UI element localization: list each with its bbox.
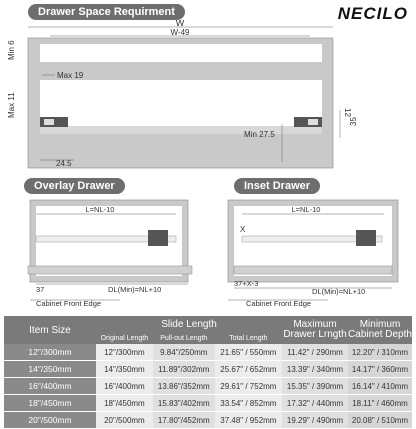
table-row [4,344,412,361]
max19-label: Max 19 [57,71,84,80]
inset-edge-label: Cabinet Front Edge [246,299,312,308]
cell-item-size: 18"/450mm [4,395,96,412]
w-label: W [175,20,185,28]
cell-original: 12"/300mm [96,344,153,361]
cell-min-cabinet: 16.14" / 410mm [348,378,412,395]
cell-item-size: 20"/500mm [4,412,96,429]
inset-drawer [234,266,392,274]
header-total: Total Length [215,333,282,344]
header-slide-length: Slide Length [96,316,282,333]
cell-max-drawer: 19.29" / 490mm [282,412,348,429]
overlay-edge-label: Cabinet Front Edge [36,299,102,308]
max11-label: Max 11 [7,92,16,118]
cell-max-drawer: 17.32" / 440mm [282,395,348,412]
overlay-dl-label: DL(Min)=NL+10 [108,285,162,294]
cabinet-top-opening [40,44,322,62]
cell-original: 16"/400mm [96,378,153,395]
cell-original: 20"/500mm [96,412,153,429]
cell-item-size: 14"/350mm [4,361,96,378]
cell-max-drawer: 11.42" / 290mm [282,344,348,361]
overlay-drawer [28,266,192,274]
section-title-drawer-space: Drawer Space Requirment [28,4,185,20]
inset-offset-label: 37+X-3 [234,279,259,288]
drawer-bottom [40,126,322,134]
cell-max-drawer: 13.39" / 340mm [282,361,348,378]
cell-original: 14"/350mm [96,361,153,378]
cell-min-cabinet: 14.17" / 360mm [348,361,412,378]
overlay-slide-end [148,230,168,246]
header-original: Original Length [96,333,153,344]
header-min-cabinet-line1: Minimum [359,319,401,330]
dim245-label: 24.5 [56,159,72,168]
table-row [4,395,412,412]
dim35-label: 35 [349,117,358,126]
inset-x-label: X [240,225,246,234]
overlay-37-label: 37 [36,285,45,294]
inset-l-label: L=NL-10 [291,205,321,214]
cell-min-cabinet: 12.20" / 310mm [348,344,412,361]
cell-total: 37.48" / 952mm [215,412,282,429]
table-row [4,378,412,395]
w49-label: W-49 [170,28,190,37]
section-title-inset: Inset Drawer [234,178,320,194]
dim12-label: 12 [343,108,352,117]
header-min-cabinet [348,316,412,344]
slide-left-clip [44,119,54,125]
cell-pullout: 11.89"/302mm [153,361,215,378]
header-max-drawer-line2: Drawer Lrngth [283,329,347,340]
section-title-overlay: Overlay Drawer [24,178,125,194]
header-max-drawer-line1: Maximum [293,319,337,330]
min275-label: Min 27.5 [244,130,275,139]
inset-slide-end [356,230,376,246]
min6-label: Min 6 [7,40,16,60]
drawer-space-diagram [0,20,416,170]
cell-min-cabinet: 20.08" / 510mm [348,412,412,429]
cell-original: 18"/450mm [96,395,153,412]
cell-pullout: 17.80"/452mm [153,412,215,429]
brand-logo: NECILO [337,4,408,23]
table-row [4,412,412,429]
table-row [4,361,412,378]
cell-total: 33.54" / 852mm [215,395,282,412]
cell-item-size: 16"/400mm [4,378,96,395]
cell-item-size: 12"/300mm [4,344,96,361]
header-pullout: Pull-out Length [153,333,215,344]
cell-total: 21.65" / 550mm [215,344,282,361]
cell-min-cabinet: 18.11" / 460mm [348,395,412,412]
header-max-drawer [282,316,348,344]
cell-total: 25.67" / 652mm [215,361,282,378]
cell-pullout: 13.86"/352mm [153,378,215,395]
inset-diagram [208,196,416,314]
cell-total: 29.61" / 752mm [215,378,282,395]
cell-max-drawer: 15.35" / 390mm [282,378,348,395]
overlay-l-label: L=NL-10 [85,205,115,214]
drawer-interior [40,80,322,132]
cell-pullout: 15.83"/402mm [153,395,215,412]
slide-size-table [4,316,412,429]
cell-pullout: 9.84"/250mm [153,344,215,361]
slide-right-clip [308,119,318,125]
header-min-cabinet-line2: Cabinet Depth [348,329,412,340]
overlay-diagram [0,196,208,314]
header-item-size: Item Size [4,316,96,344]
inset-dl-label: DL(Min)=NL+10 [312,287,366,296]
